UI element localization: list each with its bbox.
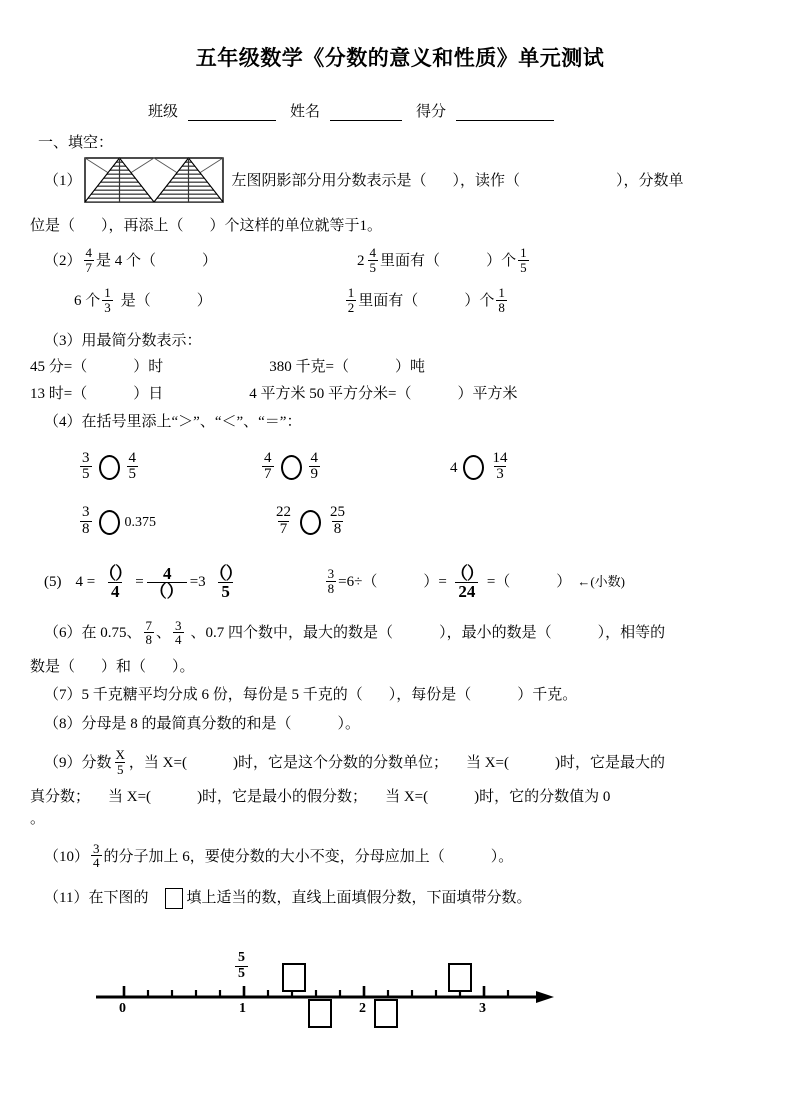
q6-text-b: 、0.7 四个数中，最大的数是（ — [190, 625, 394, 642]
q4-cmp5-answer-circle[interactable] — [300, 510, 321, 535]
q9-text-c: 当 X=( — [465, 755, 510, 772]
q2-item4-numerator: 1 — [347, 285, 355, 301]
name-input-blank[interactable] — [330, 106, 402, 121]
question-6-line2 — [30, 656, 800, 679]
question-5-number: (5) — [44, 573, 62, 590]
q5-start: 4 = — [75, 573, 96, 590]
question-1-text-c: ），分数单 — [616, 173, 684, 190]
q4-cmp3-right-numerator: 14 — [492, 449, 508, 466]
q5-fraction-2-numerator: 4 — [162, 563, 171, 583]
q11-inline-answer-box[interactable] — [165, 888, 183, 909]
q2-item2-whole: 2 — [357, 252, 365, 269]
q4-cmp3-answer-circle[interactable] — [463, 455, 484, 480]
q6-line2-a: 数是（ — [30, 658, 76, 675]
q4-cmp1-right-fraction — [127, 451, 139, 484]
q10-denominator: 4 — [93, 855, 100, 871]
q5-fraction-4[interactable] — [450, 565, 484, 600]
question-3-row-1 — [30, 356, 800, 379]
question-9-line3 — [30, 808, 800, 831]
q5-right-eq-b: ）= — [423, 573, 447, 590]
question-1-line2-a: 位是（ — [30, 217, 76, 234]
question-1-text-a: 左图阴影部分用分数表示是（ — [231, 173, 427, 190]
class-label: 班级 — [148, 104, 179, 120]
q9-line2-a: 真分数； — [30, 788, 91, 805]
q4-cmp2-left-denominator: 7 — [264, 466, 272, 483]
q6-text-a: 在 0.75、 — [81, 625, 142, 642]
question-4-prompt: 在括号里添上“＞”、“＜”、“＝”： — [81, 414, 302, 431]
section-heading-fill-in-blanks: 一、填空： — [38, 135, 114, 151]
q4-cmp5-right-numerator: 25 — [330, 504, 345, 521]
question-1-number: （1） — [44, 173, 82, 190]
q3-item1-left: 45 分=（ — [30, 359, 88, 376]
q8-text-a: 分母是 8 的最简真分数的和是（ — [81, 715, 292, 732]
q4-cmp3-right-fraction — [491, 451, 510, 484]
q9-denominator: 5 — [116, 761, 124, 777]
q5-eq2: =3 — [189, 573, 206, 590]
q2-item4-text-b: ）个 — [464, 293, 495, 310]
number-line-diagram — [96, 925, 556, 1035]
q2-item4-denominator: 2 — [347, 299, 355, 315]
q5-right-fraction — [326, 567, 337, 595]
q9-line2-d: 当 X=( — [385, 788, 429, 805]
q2-item1-numerator: 4 — [85, 245, 93, 260]
numberline-label-2: 2 — [359, 1001, 366, 1017]
q9-lead: 分数 — [81, 755, 112, 772]
q2-item4-unit-denominator: 8 — [498, 299, 505, 315]
question-4-number: （4） — [44, 414, 82, 431]
question-3-number: （3） — [44, 332, 82, 349]
q4-cmp2-right-numerator: 4 — [310, 449, 318, 466]
q4-cmp2-left-fraction — [262, 451, 274, 484]
question-1-line2 — [30, 215, 800, 238]
q2-item4-text-a: 里面有（ — [358, 293, 419, 310]
question-2-number: （2） — [44, 252, 82, 269]
q11-text-a: 在下图的 — [88, 889, 149, 906]
q4-cmp1-left-fraction — [80, 451, 92, 484]
q2-item1-fraction — [84, 246, 95, 274]
q4-cmp1-left-numerator: 3 — [82, 449, 90, 466]
q2-item1-text-a: 是 4 个（ — [96, 252, 157, 269]
question-3-prompt: 用最简分数表示： — [81, 332, 202, 349]
question-10 — [44, 840, 800, 871]
numberline-above-fraction-denominator: 5 — [235, 966, 248, 982]
q4-cmp4-right-decimal: 0.375 — [124, 514, 156, 530]
question-1-text-b: ），读作（ — [452, 173, 521, 190]
q5-decimal-note: ←(小数) — [577, 574, 625, 590]
q6-line2-b: ）和（ — [101, 658, 147, 675]
question-1-line2-b: ），再添上（ — [101, 217, 184, 234]
question-2-row-1 — [44, 247, 800, 275]
q2-item2-text-a: 里面有（ — [380, 252, 441, 269]
q2-item2-mixed-number — [357, 247, 380, 275]
q4-cmp1-right-numerator: 4 — [128, 449, 136, 466]
q4-cmp5-left-numerator: 22 — [276, 504, 291, 521]
name-label: 姓名 — [290, 104, 321, 120]
q4-cmp2-answer-circle[interactable] — [281, 455, 302, 480]
q3-item2-left: 380 千克=（ — [269, 359, 349, 376]
q2-item3-text-b: ） — [196, 293, 212, 310]
q2-item2-denominator: 5 — [369, 259, 377, 275]
q3-item4-right: ）平方米 — [457, 385, 518, 402]
q10-fraction — [91, 842, 102, 870]
question-1 — [44, 155, 800, 209]
question-3 — [44, 330, 800, 353]
question-2-row-2 — [74, 287, 800, 315]
q6-fraction-1-numerator: 7 — [145, 617, 153, 633]
q6-text-c: ），最小的数是（ — [439, 625, 552, 642]
question-6-number: （6） — [44, 625, 82, 642]
numberline-above-fraction-numerator: 5 — [238, 950, 245, 966]
q6-fraction-2-denominator: 4 — [175, 632, 182, 648]
question-11-number: （11） — [44, 889, 89, 906]
q5-fraction-1-denominator: 4 — [108, 582, 123, 600]
q5-right-eq-a: =6÷（ — [338, 573, 378, 590]
q6-sep: 、 — [156, 625, 172, 642]
q3-item3-left: 13 时=（ — [30, 385, 88, 402]
q6-fraction-2-numerator: 3 — [175, 617, 182, 633]
page-title: 五年级数学《分数的意义和性质》单元测试 — [195, 47, 605, 70]
q6-fraction-1-denominator: 8 — [145, 632, 153, 648]
question-11 — [44, 887, 800, 910]
q10-text-b: ）。 — [490, 848, 514, 865]
q2-item2-fraction — [368, 246, 379, 274]
q10-numerator: 3 — [93, 840, 100, 856]
numberline-below-box-2[interactable] — [374, 999, 398, 1028]
q2-item1-text-b: ） — [202, 252, 218, 269]
q4-cmp4-left-fraction — [80, 505, 92, 538]
q5-eq1: = — [135, 573, 144, 590]
q7-text-b: ），每份是（ — [388, 687, 472, 704]
numberline-above-fraction — [235, 951, 248, 981]
q9-line2-b: 当 X=( — [108, 788, 152, 805]
q4-cmp4-left-numerator: 3 — [82, 504, 90, 521]
question-7 — [44, 684, 800, 707]
q8-text-b: ）。 — [337, 715, 361, 732]
class-input-blank[interactable] — [188, 106, 276, 121]
q4-cmp2-left-numerator: 4 — [264, 449, 272, 466]
q2-item2-text-b: ）个 — [486, 252, 517, 269]
question-8-number: （8） — [44, 715, 82, 732]
q5-fraction-2[interactable] — [147, 565, 187, 600]
q4-cmp3-left-whole: 4 — [450, 459, 458, 476]
q9-text-a: ，当 X=( — [128, 755, 187, 772]
q5-right-eq-d: ） — [556, 573, 572, 590]
q2-item3-text-a: 是（ — [120, 293, 151, 310]
q6-fraction-1 — [144, 619, 155, 647]
q4-cmp5-right-fraction — [328, 505, 347, 538]
q4-cmp1-left-denominator: 5 — [82, 466, 90, 483]
q2-item4-unit-fraction — [496, 286, 507, 314]
q5-fraction-1[interactable] — [98, 565, 132, 600]
q9-text-b: )时，它是这个分数的分数单位； — [232, 755, 448, 772]
question-4-comparisons-row-2 — [78, 506, 800, 539]
student-info-row — [0, 100, 800, 121]
question-4 — [44, 411, 800, 434]
q5-fraction-2-denominator: （） — [147, 582, 187, 600]
q5-right-eq-c: =（ — [486, 573, 511, 590]
numberline-above-box-2[interactable] — [448, 963, 472, 992]
q2-item3-numerator: 1 — [104, 285, 111, 301]
q4-cmp4-left-denominator: 8 — [82, 520, 90, 537]
q2-item2-unit-numerator: 1 — [520, 245, 527, 260]
numberline-label-0: 0 — [119, 1001, 126, 1017]
shaded-triangles-rectangle-figure — [84, 157, 224, 211]
score-input-blank[interactable] — [456, 106, 554, 121]
q9-fraction — [114, 748, 127, 776]
q2-item3-fraction — [102, 286, 113, 314]
q6-fraction-2 — [173, 619, 184, 647]
question-2 — [44, 247, 800, 316]
q5-fraction-3-denominator: 5 — [218, 582, 233, 600]
q5-fraction-1-numerator: （） — [99, 563, 132, 583]
q4-cmp1-answer-circle[interactable] — [99, 455, 120, 480]
question-4-comparisons-row-1 — [78, 449, 800, 485]
q9-text-d: )时，它是最大的 — [555, 755, 666, 772]
q4-cmp3-right-denominator: 3 — [496, 466, 504, 483]
question-7-number: （7） — [44, 687, 82, 704]
q2-item3-denominator: 3 — [104, 299, 111, 315]
q2-item3-lead: 6 个 — [74, 293, 101, 310]
question-10-number: （10） — [44, 848, 90, 865]
q2-item1-denominator: 7 — [85, 259, 93, 275]
q3-item2-right: ）吨 — [394, 359, 425, 376]
q3-item4-left: 4 平方米 50 平方分米=（ — [249, 385, 412, 402]
q6-line2-c: ）。 — [172, 658, 195, 675]
q6-text-d: ），相等的 — [597, 625, 666, 642]
numberline-label-3: 3 — [479, 1001, 486, 1017]
q3-item3-right: ）日 — [133, 385, 164, 402]
numberline-above-box-1[interactable] — [282, 963, 306, 992]
q4-cmp2-right-fraction — [309, 451, 321, 484]
q9-numerator: X — [115, 747, 125, 763]
numberline-below-box-1[interactable] — [308, 999, 332, 1028]
q7-text-a: 5 千克糖平均分成 6 份，每份是 5 千克的（ — [81, 687, 363, 704]
q5-right-denominator: 8 — [327, 580, 335, 596]
question-3-row-2 — [30, 383, 800, 406]
question-9-number: （9） — [44, 755, 82, 772]
q4-cmp5-right-denominator: 8 — [333, 520, 342, 537]
question-1-line2-c: ）个这样的单位就等于1。 — [209, 217, 383, 234]
q9-line2-e: )时，它的分数值为 0 — [474, 788, 611, 805]
question-8 — [44, 713, 800, 736]
q11-text-b: 填上适当的数，直线上面填假分数，下面填带分数。 — [186, 889, 532, 906]
score-label: 得分 — [416, 104, 447, 120]
q7-text-c: ）千克。 — [517, 687, 578, 704]
q2-item2-unit-denominator: 5 — [520, 259, 527, 275]
q5-fraction-4-numerator: （） — [450, 563, 483, 583]
q4-cmp5-left-fraction — [274, 505, 293, 538]
q5-fraction-4-denominator: 24 — [455, 582, 478, 600]
q2-item4-fraction — [346, 286, 357, 314]
q4-cmp2-right-denominator: 9 — [310, 466, 318, 483]
q2-item2-numerator: 4 — [369, 245, 377, 260]
question-5 — [44, 565, 800, 600]
numberline-label-1: 1 — [239, 1001, 246, 1017]
q4-cmp1-right-denominator: 5 — [128, 466, 136, 483]
q10-text-a: 的分子加上 6，要使分数的大小不变，分母应加上（ — [103, 848, 445, 865]
q5-fraction-3[interactable] — [209, 565, 243, 600]
q4-cmp5-left-denominator: 7 — [279, 520, 288, 537]
question-9 — [44, 749, 800, 777]
q5-fraction-3-numerator: （） — [209, 563, 242, 583]
q2-item4-unit-numerator: 1 — [498, 285, 505, 301]
q5-right-numerator: 3 — [327, 565, 335, 581]
question-9-line2 — [30, 786, 800, 809]
q4-cmp4-answer-circle[interactable] — [99, 510, 120, 535]
q9-line2-c: )时，它是最小的假分数； — [197, 788, 368, 805]
q2-item2-unit-fraction — [518, 246, 529, 274]
q9-line3: 。 — [30, 811, 46, 828]
q3-item1-right: ）时 — [133, 359, 164, 376]
question-6 — [44, 617, 800, 648]
